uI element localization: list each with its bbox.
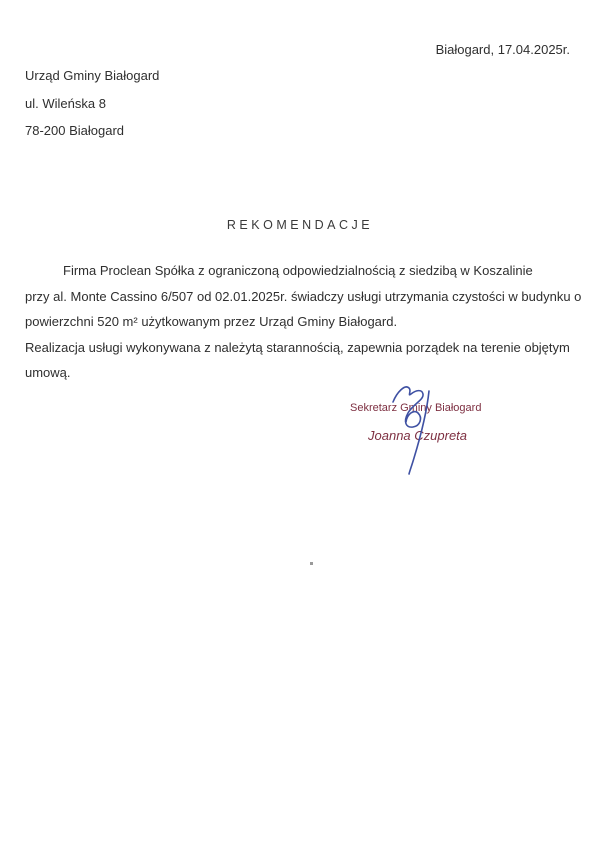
date-line: Białogard, 17.04.2025r. xyxy=(435,42,570,57)
stray-mark xyxy=(310,562,313,565)
sender-street: ul. Wileńska 8 xyxy=(25,95,106,111)
body-line: przy al. Monte Cassino 6/507 od 02.01.2025r. świadczy usługi utrzymania czystości w budynku o xyxy=(25,288,582,304)
sender-city: 78-200 Białogard xyxy=(25,123,125,138)
sender-address-block xyxy=(25,62,159,145)
body-paragraph xyxy=(25,258,582,386)
sender-name: Urząd Gminy Białogard xyxy=(25,68,160,83)
document-title: REKOMENDACJE xyxy=(226,218,374,232)
signature-block xyxy=(340,396,500,456)
body-line: umową. xyxy=(25,365,71,380)
signatory-role: Sekretarz Gminy Białogard xyxy=(350,402,482,414)
body-line: Realizacja usługi wykonywana z należytą starannością, zapewnia porządek na terenie objętym xyxy=(25,339,570,355)
body-line: powierzchni 520 m² użytkowanym przez Urząd Gminy Białogard. xyxy=(25,314,398,329)
body-line: Firma Proclean Spółka z ograniczoną odpowiedzialnością z siedzibą w Koszalinie xyxy=(63,263,533,278)
signatory-name: Joanna Czupreta xyxy=(368,428,468,443)
